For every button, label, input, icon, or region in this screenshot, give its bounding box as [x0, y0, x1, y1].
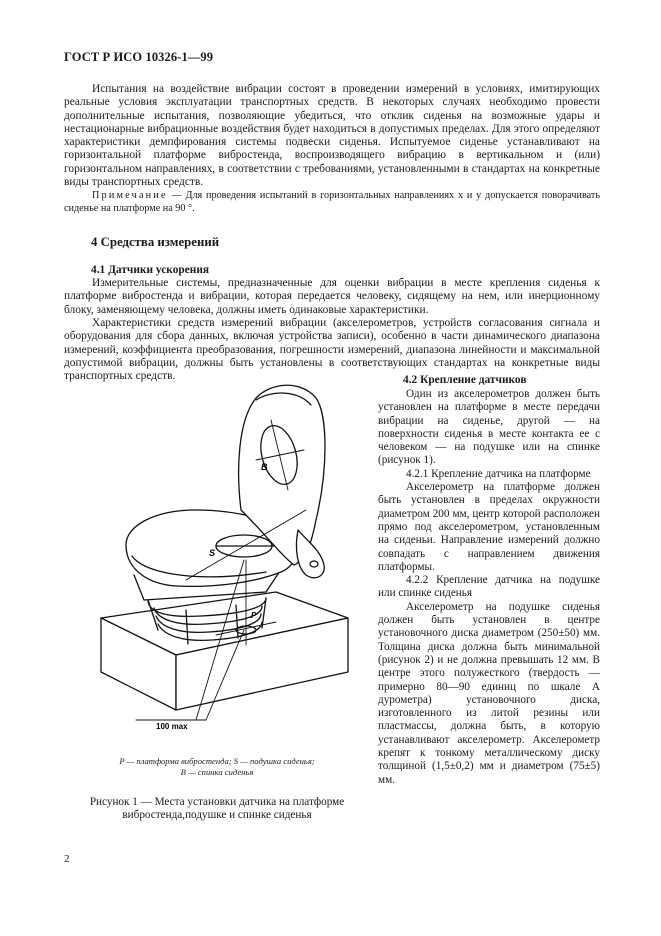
note: [64, 190, 600, 215]
section-4-1-paragraph-2: Характеристики средств измерений вибрации (акселерометров, устройств согласования сигнала и оборудования для сбора данных, включая устройства записи), особенно в части динамического диапазона измерений, коэффициента преобразования, погрешности измерений, диапазона линейности и максимальной допустимой вибрации, должны быть установлены в соответствующих стандартах на конкретные виды транспортных средств.: [64, 317, 600, 383]
label-p: P: [251, 611, 257, 620]
dimension-label: 100 max: [156, 722, 188, 731]
note-label: Примечание: [92, 190, 168, 201]
section-4-heading: 4 Средства измерений: [91, 235, 220, 249]
section-4-1-paragraph-1: Измерительные системы, предназначенные для оценки вибрации в месте крепления сиденья к платформе вибростенда и вибрации, которая передается человеку, сидящему на нем, или инерционному блоку, заменяющему человека, должны иметь одинаковые характеристики.: [64, 277, 600, 316]
note-text: — Для проведения испытаний в горизонтальных направлениях x и y допускается поворачивать сиденье на платформе на 90 °.: [64, 190, 600, 214]
figure-caption-2: вибростенда,подушке и спинке сиденья: [122, 809, 312, 821]
intro-paragraph: Испытания на воздействие вибрации состоят в проведении измерений в условиях, имитирующих реальные условия эксплуатации транспортных средств. В некоторых случаях необходимо провести дополнительные испытания, позволяющие убедиться, что отклик сиденья на возможные удары и нестационарные вибрационные воздействия будет находиться в допустимых пределах. Для этого определяют характеристики демпфирования системы подвески сиденья. Испытуемое сиденье устанавливают на горизонтальной платформе вибростенда, воспроизводящего вибрацию в вертикальном и (или) горизонтальном направлениях, в соответствии с требованиями, установленными в стандартах на конкретные виды транспортных средств.: [64, 83, 600, 189]
section-4-1-heading: 4.1 Датчики ускорения: [91, 264, 210, 276]
figure-legend-2: B — спинка сиденья: [180, 767, 254, 777]
subsection-4-2-1-heading: 4.2.1 Крепление датчика на платформе: [406, 467, 591, 480]
label-b: B: [261, 462, 268, 472]
section-4-2-heading: 4.2 Крепление датчиков: [403, 374, 527, 386]
right-column: [378, 388, 600, 787]
label-s: S: [209, 548, 216, 558]
figure-legend-1: P — платформа вибростенда; S — подушка сиденья;: [119, 756, 315, 766]
subsection-4-2-1-paragraph: Акселерометр на платформе должен быть установлен в пределах окружности диаметром 200 мм, центр которой расположен прямо под акселерометром, установленным на сиденьи. Направление измерений должно совпадать с направлением движения платформы.: [378, 481, 600, 573]
page-number: 2: [64, 853, 70, 865]
subsection-4-2-2-paragraph: Акселерометр на подушке сиденья должен быть установлен в центре установочного диска диаметром (250±50) мм. Толщина диска должна быть минимальной (рисунок 2) и не должна превышать 12 мм. В центре этого полужесткого (твердость — примерно 80—90 единиц по шкале А дурометра) установочного диска, изготовленного из литой резины или пластмассы, должна быть, в которую устанавливают акселерометр. Акселерометр крепят к тонкому металлическому диску толщиной (1,5±0,2) мм и диаметром (75±5) мм.: [378, 600, 600, 786]
figure-caption-1: Рисунок 1 — Места установки датчика на платформе: [89, 796, 345, 808]
seat-figure: [66, 360, 366, 740]
document-header: ГОСТ Р ИСО 10326-1—99: [64, 50, 214, 64]
subsection-4-2-2-heading: 4.2.2 Крепление датчика на подушке или спинке сиденья: [378, 574, 600, 600]
section-4-2-paragraph: Один из акселерометров должен быть установлен на платформе в месте передачи вибрации на сиденье, другой — на поверхности сиденья в месте контакта ее с человеком — на подушке или на спинке (рисунок 1).: [378, 388, 600, 467]
